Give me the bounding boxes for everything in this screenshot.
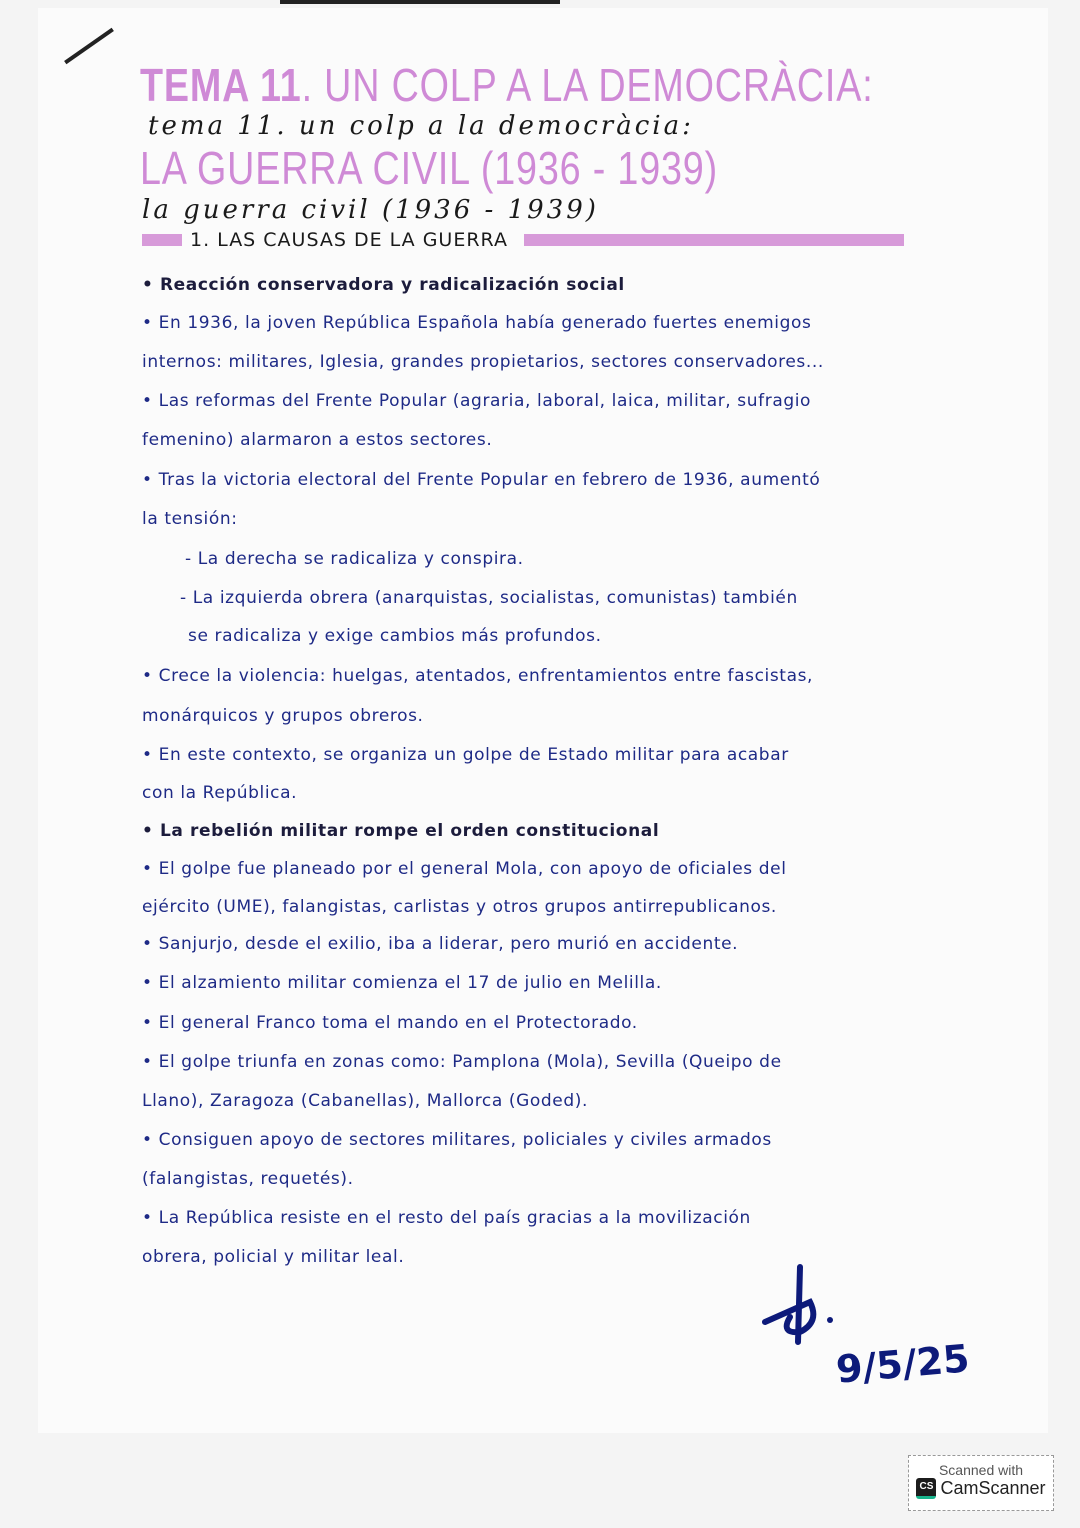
- highlight-mark: [142, 234, 182, 246]
- scan-edge: [280, 0, 560, 4]
- camscanner-watermark: [908, 1455, 1054, 1511]
- note-line: • En este contexto, se organiza un golpe de Estado militar para acabar: [142, 745, 789, 765]
- highlight-mark: [524, 234, 904, 246]
- title-lower-1: tema 11. un colp a la democràcia:: [148, 111, 694, 141]
- note-line: • En 1936, la joven República Española había generado fuertes enemigos: [142, 313, 812, 333]
- note-line: • La rebelión militar rompe el orden constitucional: [142, 821, 660, 841]
- note-line: • El golpe fue planeado por el general Mola, con apoyo de oficiales del: [142, 859, 787, 879]
- note-line: • El golpe triunfa en zonas como: Pamplona (Mola), Sevilla (Queipo de: [142, 1052, 782, 1072]
- note-line: • La República resiste en el resto del país gracias a la movilización: [142, 1208, 751, 1228]
- note-line: • Reacción conservadora y radicalización social: [142, 275, 625, 295]
- note-line: - La izquierda obrera (anarquistas, socialistas, comunistas) también: [180, 588, 798, 608]
- signature-date: 9/5/25: [834, 1336, 972, 1392]
- section-heading-text: 1. LAS CAUSAS DE LA GUERRA: [190, 229, 508, 251]
- note-line: la tensión:: [142, 509, 238, 529]
- note-line: • Tras la victoria electoral del Frente Popular en febrero de 1936, aumentó: [142, 470, 821, 490]
- note-line: se radicaliza y exige cambios más profundos.: [188, 626, 602, 646]
- note-line: - La derecha se radicaliza y conspira.: [185, 549, 524, 569]
- section-heading: [142, 228, 904, 252]
- watermark-brand: CamScanner: [940, 1478, 1046, 1498]
- title-upper-2: LA GUERRA CIVIL (1936 - 1939): [140, 142, 718, 194]
- note-line: • El general Franco toma el mando en el Protectorado.: [142, 1013, 638, 1033]
- note-line: • Sanjurjo, desde el exilio, iba a liderar, pero murió en accidente.: [142, 934, 739, 954]
- note-line: ejército (UME), falangistas, carlistas y otros grupos antirrepublicanos.: [142, 897, 777, 917]
- note-line: obrera, policial y militar leal.: [142, 1247, 405, 1267]
- title-lower-2: la guerra civil (1936 - 1939): [142, 195, 599, 225]
- note-line: • Las reformas del Frente Popular (agraria, laboral, laica, militar, sufragio: [142, 391, 812, 411]
- note-line: (falangistas, requetés).: [142, 1169, 354, 1189]
- signature: [760, 1262, 840, 1356]
- title-number: TEMA 11: [140, 59, 302, 111]
- note-line: femenino) alarmaron a estos sectores.: [142, 430, 493, 450]
- camscanner-logo-icon: CS: [916, 1478, 936, 1499]
- note-line: • Crece la violencia: huelgas, atentados, enfrentamientos entre fascistas,: [142, 666, 814, 686]
- watermark-text: Scanned with: [938, 1462, 1024, 1478]
- title-upper-1: [140, 60, 874, 110]
- note-line: Llano), Zaragoza (Cabanellas), Mallorca (Goded).: [142, 1091, 588, 1111]
- note-line: • El alzamiento militar comienza el 17 de julio en Melilla.: [142, 973, 662, 993]
- title-text: . UN COLP A LA DEMOCRÀCIA:: [301, 59, 874, 111]
- note-line: internos: militares, Iglesia, grandes propietarios, sectores conservadores...: [142, 352, 824, 372]
- note-line: monárquicos y grupos obreros.: [142, 706, 424, 726]
- note-line: con la República.: [142, 783, 298, 803]
- note-line: • Consiguen apoyo de sectores militares, policiales y civiles armados: [142, 1130, 772, 1150]
